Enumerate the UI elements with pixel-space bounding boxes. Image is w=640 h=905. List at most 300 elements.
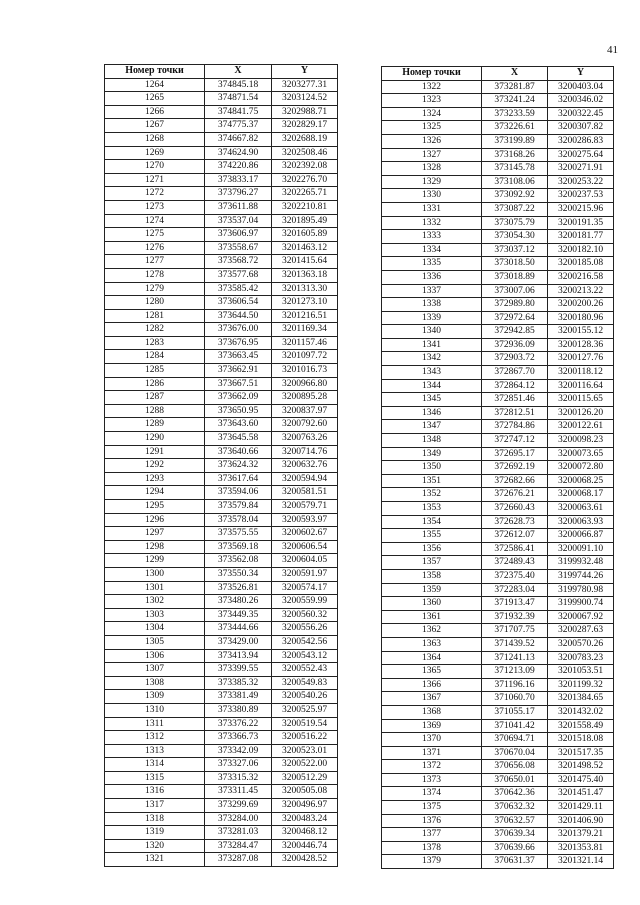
cell-y: 3201169.34 <box>272 323 338 337</box>
cell-point-number: 1284 <box>105 350 205 364</box>
table-row <box>382 787 614 801</box>
cell-point-number: 1293 <box>105 472 205 486</box>
cell-point-number: 1273 <box>105 200 205 214</box>
cell-point-number: 1272 <box>105 187 205 201</box>
cell-y: 3200604.05 <box>272 554 338 568</box>
cell-y: 3202392.08 <box>272 160 338 174</box>
cell-x: 370632.32 <box>482 801 548 815</box>
cell-x: 373449.35 <box>205 608 272 622</box>
cell-y: 3200068.25 <box>548 474 614 488</box>
table-row <box>105 744 338 758</box>
cell-y: 3201558.49 <box>548 719 614 733</box>
cell-y: 3200570.26 <box>548 637 614 651</box>
cell-point-number: 1302 <box>105 595 205 609</box>
cell-y: 3200216.58 <box>548 270 614 284</box>
table-row <box>382 94 614 108</box>
cell-point-number: 1350 <box>382 461 482 475</box>
cell-y: 3200271.91 <box>548 162 614 176</box>
cell-y: 3199932.48 <box>548 556 614 570</box>
table-row <box>105 635 338 649</box>
cell-y: 3199780.98 <box>548 583 614 597</box>
cell-point-number: 1309 <box>105 690 205 704</box>
cell-y: 3200593.97 <box>272 513 338 527</box>
cell-x: 371060.70 <box>482 692 548 706</box>
cell-x: 373311.45 <box>205 785 272 799</box>
cell-x: 372283.04 <box>482 583 548 597</box>
cell-y: 3200468.12 <box>272 826 338 840</box>
cell-x: 371932.39 <box>482 610 548 624</box>
table-row <box>105 173 338 187</box>
cell-point-number: 1264 <box>105 78 205 92</box>
cell-x: 373676.95 <box>205 336 272 350</box>
page-number: 41 <box>607 44 618 56</box>
cell-point-number: 1280 <box>105 296 205 310</box>
table-row <box>382 637 614 651</box>
cell-y: 3200307.82 <box>548 121 614 135</box>
table-row <box>105 214 338 228</box>
cell-point-number: 1336 <box>382 270 482 284</box>
cell-x: 372660.43 <box>482 502 548 516</box>
table-row <box>105 187 338 201</box>
table-row <box>105 241 338 255</box>
cell-point-number: 1332 <box>382 216 482 230</box>
cell-x: 373145.78 <box>482 162 548 176</box>
cell-point-number: 1316 <box>105 785 205 799</box>
cell-y: 3201605.89 <box>272 228 338 242</box>
cell-point-number: 1301 <box>105 581 205 595</box>
cell-x: 371439.52 <box>482 637 548 651</box>
cell-point-number: 1330 <box>382 189 482 203</box>
cell-y: 3200549.83 <box>272 676 338 690</box>
cell-point-number: 1279 <box>105 282 205 296</box>
coordinates-table-left <box>104 64 338 867</box>
table-row <box>105 459 338 473</box>
cell-point-number: 1288 <box>105 404 205 418</box>
cell-x: 373315.32 <box>205 771 272 785</box>
table-row <box>382 434 614 448</box>
cell-y: 3200126.20 <box>548 406 614 420</box>
cell-point-number: 1319 <box>105 826 205 840</box>
table-row <box>382 270 614 284</box>
cell-point-number: 1333 <box>382 230 482 244</box>
cell-x: 373562.08 <box>205 554 272 568</box>
cell-x: 373284.47 <box>205 839 272 853</box>
cell-x: 371213.09 <box>482 665 548 679</box>
cell-point-number: 1361 <box>382 610 482 624</box>
table-row <box>105 78 338 92</box>
cell-point-number: 1354 <box>382 515 482 529</box>
cell-x: 372682.66 <box>482 474 548 488</box>
cell-x: 373444.66 <box>205 622 272 636</box>
cell-point-number: 1371 <box>382 746 482 760</box>
cell-point-number: 1318 <box>105 812 205 826</box>
cell-point-number: 1283 <box>105 336 205 350</box>
cell-y: 3202988.71 <box>272 105 338 119</box>
cell-x: 373327.06 <box>205 758 272 772</box>
cell-x: 373833.17 <box>205 173 272 187</box>
cell-y: 3200428.52 <box>272 853 338 867</box>
cell-x: 373667.51 <box>205 377 272 391</box>
table-row <box>382 202 614 216</box>
table-row <box>105 595 338 609</box>
cell-x: 373226.61 <box>482 121 548 135</box>
table-row <box>105 799 338 813</box>
cell-x: 373108.06 <box>482 175 548 189</box>
table-row <box>382 841 614 855</box>
cell-point-number: 1370 <box>382 733 482 747</box>
cell-y: 3201429.11 <box>548 801 614 815</box>
cell-x: 372489.43 <box>482 556 548 570</box>
cell-x: 373281.87 <box>482 80 548 94</box>
table-row <box>105 554 338 568</box>
cell-x: 373299.69 <box>205 799 272 813</box>
header-y: Y <box>548 67 614 81</box>
cell-point-number: 1307 <box>105 663 205 677</box>
table-row <box>382 529 614 543</box>
table-row <box>105 853 338 867</box>
cell-y: 3200792.60 <box>272 418 338 432</box>
cell-x: 373376.22 <box>205 717 272 731</box>
cell-x: 373342.09 <box>205 744 272 758</box>
cell-point-number: 1303 <box>105 608 205 622</box>
cell-x: 373537.04 <box>205 214 272 228</box>
cell-point-number: 1341 <box>382 338 482 352</box>
cell-point-number: 1334 <box>382 243 482 257</box>
cell-y: 3200966.80 <box>272 377 338 391</box>
cell-x: 373018.89 <box>482 270 548 284</box>
cell-point-number: 1356 <box>382 542 482 556</box>
table-row <box>382 692 614 706</box>
cell-point-number: 1329 <box>382 175 482 189</box>
cell-x: 373676.00 <box>205 323 272 337</box>
cell-point-number: 1310 <box>105 703 205 717</box>
cell-point-number: 1266 <box>105 105 205 119</box>
cell-point-number: 1331 <box>382 202 482 216</box>
cell-y: 3200403.04 <box>548 80 614 94</box>
cell-y: 3201432.02 <box>548 705 614 719</box>
cell-y: 3200523.01 <box>272 744 338 758</box>
cell-x: 372375.40 <box>482 569 548 583</box>
header-y: Y <box>272 65 338 79</box>
table-row <box>105 418 338 432</box>
cell-y: 3200783.23 <box>548 651 614 665</box>
cell-x: 373284.00 <box>205 812 272 826</box>
cell-point-number: 1379 <box>382 855 482 869</box>
table-row <box>382 406 614 420</box>
table-row <box>382 243 614 257</box>
cell-point-number: 1324 <box>382 107 482 121</box>
cell-x: 371055.17 <box>482 705 548 719</box>
cell-x: 370694.71 <box>482 733 548 747</box>
cell-y: 3201384.65 <box>548 692 614 706</box>
table-row <box>382 366 614 380</box>
cell-x: 373018.50 <box>482 257 548 271</box>
table-row <box>382 569 614 583</box>
cell-y: 3201353.81 <box>548 841 614 855</box>
cell-x: 374841.75 <box>205 105 272 119</box>
table-row <box>382 597 614 611</box>
cell-x: 373643.60 <box>205 418 272 432</box>
cell-point-number: 1267 <box>105 119 205 133</box>
cell-y: 3201463.12 <box>272 241 338 255</box>
table-row <box>382 134 614 148</box>
cell-y: 3200525.97 <box>272 703 338 717</box>
table-row <box>105 472 338 486</box>
table-row <box>382 474 614 488</box>
cell-point-number: 1369 <box>382 719 482 733</box>
table-row <box>382 379 614 393</box>
cell-y: 3201451.47 <box>548 787 614 801</box>
table-row <box>105 404 338 418</box>
cell-point-number: 1276 <box>105 241 205 255</box>
cell-point-number: 1345 <box>382 393 482 407</box>
table-row <box>382 583 614 597</box>
cell-y: 3200837.97 <box>272 404 338 418</box>
cell-y: 3200560.32 <box>272 608 338 622</box>
cell-y: 3201016.73 <box>272 364 338 378</box>
table-row <box>382 284 614 298</box>
table-row <box>105 132 338 146</box>
cell-point-number: 1351 <box>382 474 482 488</box>
cell-point-number: 1317 <box>105 799 205 813</box>
table-row <box>382 162 614 176</box>
cell-y: 3200118.12 <box>548 366 614 380</box>
cell-y: 3201313.30 <box>272 282 338 296</box>
cell-x: 373399.55 <box>205 663 272 677</box>
cell-x: 373617.64 <box>205 472 272 486</box>
cell-y: 3201379.21 <box>548 828 614 842</box>
cell-point-number: 1285 <box>105 364 205 378</box>
cell-y: 3201199.32 <box>548 678 614 692</box>
cell-y: 3200127.76 <box>548 352 614 366</box>
cell-point-number: 1365 <box>382 665 482 679</box>
cell-y: 3201406.90 <box>548 814 614 828</box>
table-row <box>105 350 338 364</box>
cell-x: 373233.59 <box>482 107 548 121</box>
cell-point-number: 1277 <box>105 255 205 269</box>
cell-point-number: 1290 <box>105 432 205 446</box>
table-row <box>105 391 338 405</box>
table-row <box>382 515 614 529</box>
table-row <box>105 282 338 296</box>
table-row <box>382 461 614 475</box>
cell-x: 373650.95 <box>205 404 272 418</box>
cell-point-number: 1320 <box>105 839 205 853</box>
cell-point-number: 1275 <box>105 228 205 242</box>
cell-x: 373199.89 <box>482 134 548 148</box>
table-row <box>105 432 338 446</box>
cell-x: 373594.06 <box>205 486 272 500</box>
cell-x: 373577.68 <box>205 268 272 282</box>
table-row <box>382 298 614 312</box>
table-row <box>105 527 338 541</box>
cell-x: 373075.79 <box>482 216 548 230</box>
cell-y: 3200322.45 <box>548 107 614 121</box>
table-row <box>105 513 338 527</box>
cell-x: 372867.70 <box>482 366 548 380</box>
table-row <box>105 200 338 214</box>
table-row <box>105 581 338 595</box>
table-row <box>382 746 614 760</box>
header-x: X <box>482 67 548 81</box>
cell-x: 373662.09 <box>205 391 272 405</box>
cell-x: 373569.18 <box>205 540 272 554</box>
table-row <box>382 502 614 516</box>
cell-x: 372695.17 <box>482 447 548 461</box>
cell-x: 371196.16 <box>482 678 548 692</box>
table-row <box>105 119 338 133</box>
header-point-number: Номер точки <box>382 67 482 81</box>
cell-point-number: 1364 <box>382 651 482 665</box>
cell-y: 3200591.97 <box>272 567 338 581</box>
cell-point-number: 1308 <box>105 676 205 690</box>
cell-point-number: 1368 <box>382 705 482 719</box>
cell-point-number: 1328 <box>382 162 482 176</box>
cell-x: 372972.64 <box>482 311 548 325</box>
cell-y: 3200066.87 <box>548 529 614 543</box>
cell-point-number: 1322 <box>382 80 482 94</box>
table-row <box>382 121 614 135</box>
cell-x: 373611.88 <box>205 200 272 214</box>
table-row <box>105 445 338 459</box>
cell-x: 374775.37 <box>205 119 272 133</box>
table-row <box>105 309 338 323</box>
cell-point-number: 1363 <box>382 637 482 651</box>
table-row <box>382 828 614 842</box>
table-row <box>105 364 338 378</box>
cell-y: 3202688.19 <box>272 132 338 146</box>
cell-y: 3200594.94 <box>272 472 338 486</box>
cell-point-number: 1268 <box>105 132 205 146</box>
cell-x: 373606.97 <box>205 228 272 242</box>
table-row <box>382 705 614 719</box>
cell-y: 3200180.96 <box>548 311 614 325</box>
cell-point-number: 1298 <box>105 540 205 554</box>
cell-y: 3202210.81 <box>272 200 338 214</box>
cell-point-number: 1321 <box>105 853 205 867</box>
cell-x: 372936.09 <box>482 338 548 352</box>
table-row <box>382 325 614 339</box>
cell-point-number: 1323 <box>382 94 482 108</box>
table-row <box>105 771 338 785</box>
cell-point-number: 1357 <box>382 556 482 570</box>
cell-x: 370642.36 <box>482 787 548 801</box>
cell-x: 373568.72 <box>205 255 272 269</box>
table-row <box>382 420 614 434</box>
cell-y: 3201475.40 <box>548 773 614 787</box>
cell-y: 3200115.65 <box>548 393 614 407</box>
table-row <box>105 608 338 622</box>
table-row <box>105 92 338 106</box>
cell-y: 3200552.43 <box>272 663 338 677</box>
cell-x: 372812.51 <box>482 406 548 420</box>
cell-point-number: 1274 <box>105 214 205 228</box>
header-x: X <box>205 65 272 79</box>
cell-point-number: 1289 <box>105 418 205 432</box>
cell-x: 372851.46 <box>482 393 548 407</box>
cell-point-number: 1339 <box>382 311 482 325</box>
cell-x: 370656.08 <box>482 760 548 774</box>
cell-point-number: 1271 <box>105 173 205 187</box>
table-row <box>382 216 614 230</box>
cell-y: 3200185.08 <box>548 257 614 271</box>
cell-x: 373054.30 <box>482 230 548 244</box>
table-row <box>382 189 614 203</box>
cell-point-number: 1313 <box>105 744 205 758</box>
cell-point-number: 1314 <box>105 758 205 772</box>
cell-x: 373281.03 <box>205 826 272 840</box>
cell-y: 3201363.18 <box>272 268 338 282</box>
cell-y: 3200286.83 <box>548 134 614 148</box>
cell-x: 372676.21 <box>482 488 548 502</box>
cell-x: 372586.41 <box>482 542 548 556</box>
cell-y: 3200128.36 <box>548 338 614 352</box>
cell-y: 3200098.23 <box>548 434 614 448</box>
table-row <box>382 542 614 556</box>
cell-y: 3201097.72 <box>272 350 338 364</box>
cell-y: 3200714.76 <box>272 445 338 459</box>
cell-x: 374871.54 <box>205 92 272 106</box>
cell-x: 373796.27 <box>205 187 272 201</box>
cell-y: 3200895.28 <box>272 391 338 405</box>
cell-point-number: 1374 <box>382 787 482 801</box>
cell-y: 3200253.22 <box>548 175 614 189</box>
table-row <box>105 255 338 269</box>
cell-x: 371241.13 <box>482 651 548 665</box>
cell-point-number: 1282 <box>105 323 205 337</box>
cell-x: 374624.90 <box>205 146 272 160</box>
table-row <box>105 500 338 514</box>
table-row <box>382 257 614 271</box>
cell-x: 374667.82 <box>205 132 272 146</box>
table-row <box>382 719 614 733</box>
cell-y: 3200181.77 <box>548 230 614 244</box>
table-row <box>105 663 338 677</box>
cell-y: 3200275.64 <box>548 148 614 162</box>
cell-point-number: 1372 <box>382 760 482 774</box>
cell-point-number: 1352 <box>382 488 482 502</box>
table-row <box>105 826 338 840</box>
cell-y: 3200155.12 <box>548 325 614 339</box>
table-row <box>105 839 338 853</box>
cell-point-number: 1312 <box>105 731 205 745</box>
table-row <box>382 311 614 325</box>
table-row <box>382 230 614 244</box>
cell-x: 372747.12 <box>482 434 548 448</box>
table-row <box>382 760 614 774</box>
cell-point-number: 1347 <box>382 420 482 434</box>
cell-point-number: 1326 <box>382 134 482 148</box>
table-row <box>382 733 614 747</box>
cell-point-number: 1278 <box>105 268 205 282</box>
cell-point-number: 1359 <box>382 583 482 597</box>
table-row <box>105 567 338 581</box>
cell-point-number: 1295 <box>105 500 205 514</box>
table-row <box>105 377 338 391</box>
cell-x: 373640.66 <box>205 445 272 459</box>
cell-y: 3201518.08 <box>548 733 614 747</box>
cell-x: 373429.00 <box>205 635 272 649</box>
cell-point-number: 1306 <box>105 649 205 663</box>
cell-y: 3200512.29 <box>272 771 338 785</box>
cell-y: 3200483.24 <box>272 812 338 826</box>
cell-x: 372864.12 <box>482 379 548 393</box>
cell-x: 372628.73 <box>482 515 548 529</box>
cell-x: 373037.12 <box>482 243 548 257</box>
cell-y: 3200182.10 <box>548 243 614 257</box>
cell-x: 372612.07 <box>482 529 548 543</box>
cell-x: 372692.19 <box>482 461 548 475</box>
